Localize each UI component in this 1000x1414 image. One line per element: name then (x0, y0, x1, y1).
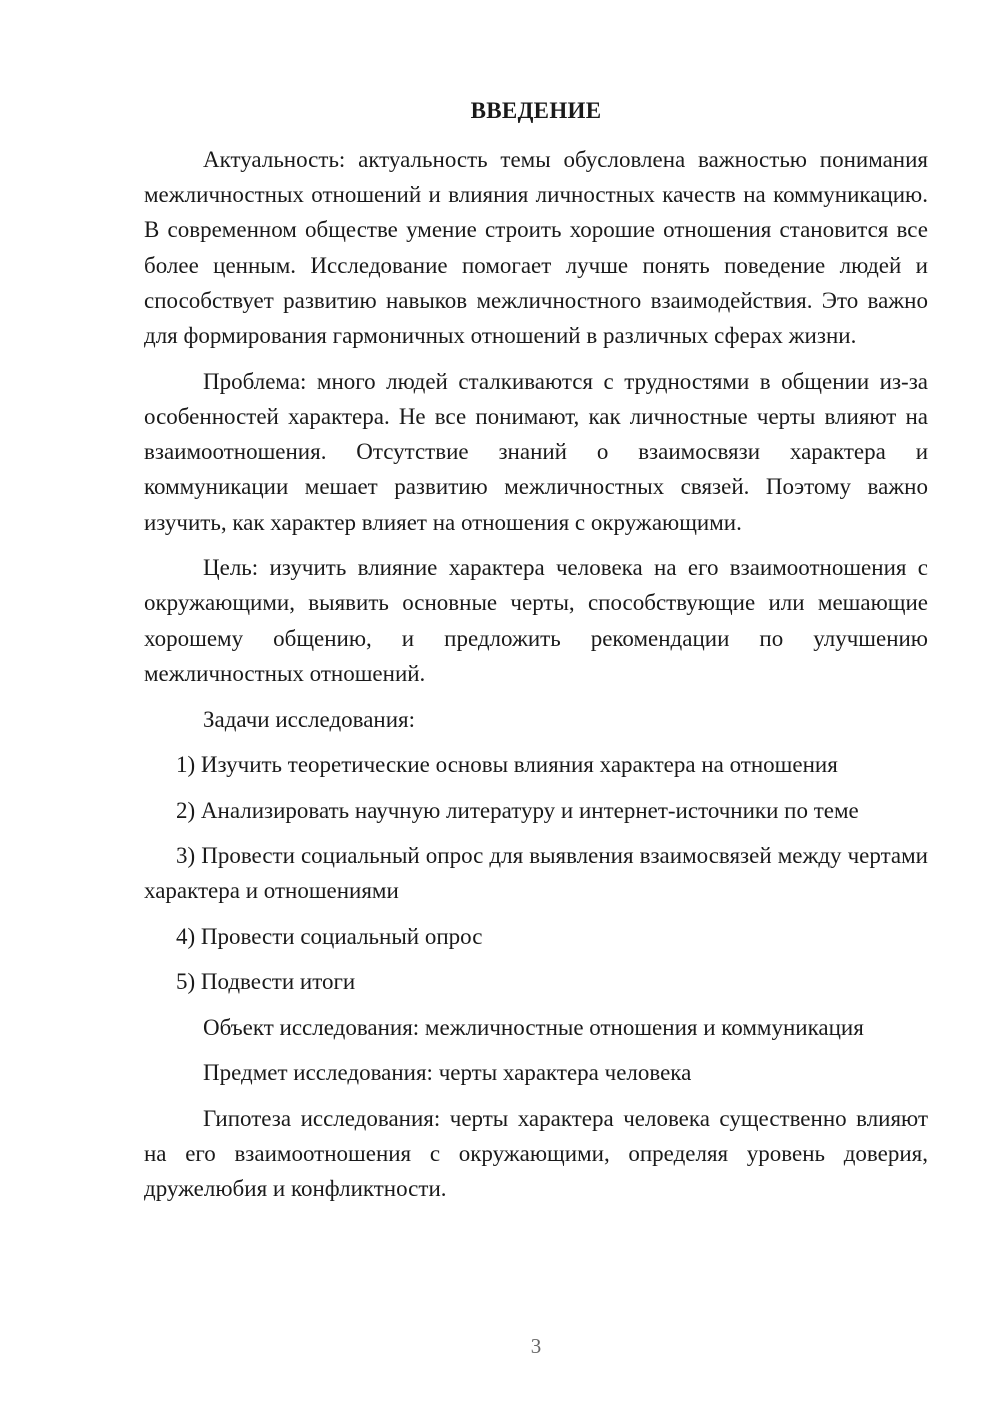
page-title: ВВЕДЕНИЕ (470, 98, 602, 123)
document-body (144, 142, 928, 1217)
page-number: 3 (530, 1334, 542, 1358)
hypothesis-paragraph: Гипотеза исследования: черты характера человека существенно влияют на его взаимоотношения с окружающими, определяя уровень доверия, дружелюбия и конфликтности. (144, 1105, 928, 1202)
relevance-paragraph: Актуальность: актуальность темы обусловлена важностью понимания межличностных отношений и влияния личностных качеств на коммуникацию. В современном обществе умение строить хорошие отношения становится все более ценным. Исследование помогает лучше понять поведение людей и способствует развитию навыков межличностного взаимодействия. Это важно для формирования гармоничных отношений в различных сферах жизни. (144, 147, 928, 349)
task-item-4: 4) Провести социальный опрос (176, 923, 483, 949)
research-object: Объект исследования: межличностные отношения и коммуникация (203, 1014, 864, 1040)
tasks-title: Задачи исследования: (203, 706, 416, 732)
goal-paragraph: Цель: изучить влияние характера человека на его взаимоотношения с окружающими, выявить основные черты, способствующие или мешающие хорошему общению, и предложить рекомендации по улучшению межличностных отношений. (144, 555, 928, 686)
task-item-5: 5) Подвести итоги (176, 969, 356, 995)
research-subject: Предмет исследования: черты характера человека (203, 1060, 692, 1086)
task-item-2: 2) Анализировать научную литературу и интернет-источники по теме (176, 797, 859, 823)
problem-paragraph: Проблема: много людей сталкиваются с трудностями в общении из-за особенностей характера. Не все понимают, как личностные черты влияют на взаимоотношения. Отсутствие знаний о взаимосвязи характера и коммуникации мешает развитию межличностных связей. Поэтому важно изучить, как характер влияет на отношения с окружающими. (144, 368, 928, 535)
task-item-3: 3) Провести социальный опрос для выявления взаимосвязей между чертами характера и отношениями (144, 843, 928, 904)
task-item-1: 1) Изучить теоретические основы влияния характера на отношения (176, 752, 838, 778)
